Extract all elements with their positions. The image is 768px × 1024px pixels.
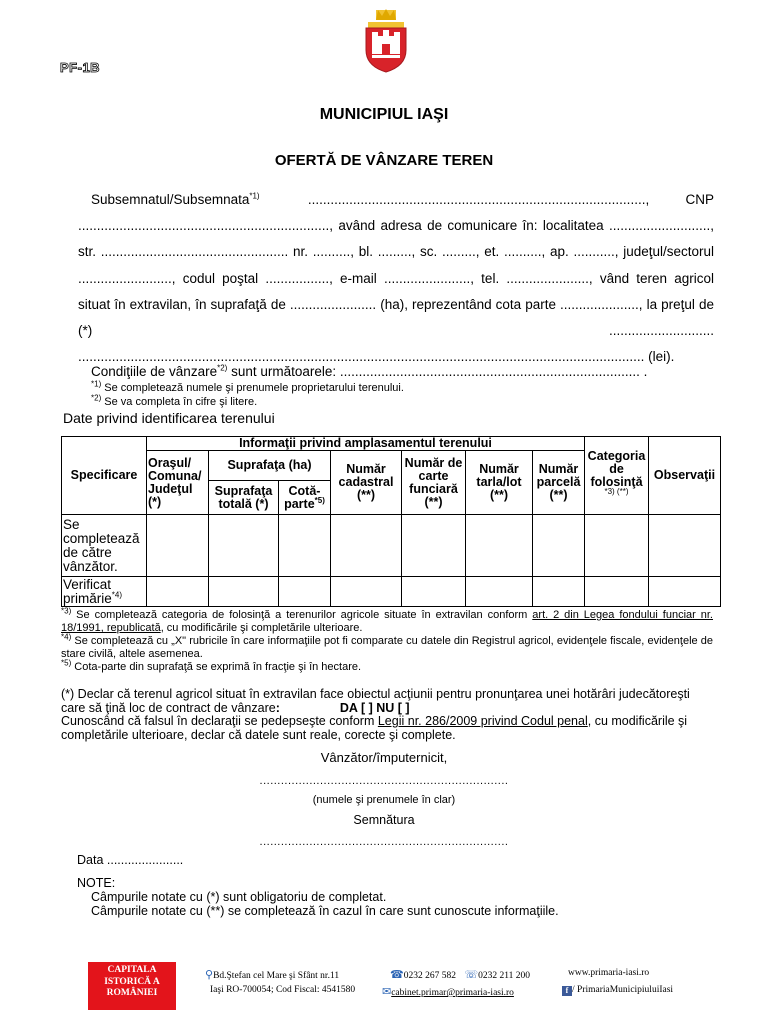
capital-badge xyxy=(88,962,176,1010)
declaration-court xyxy=(61,688,713,715)
facebook-link[interactable]: / PrimariaMunicipiuluiIasi xyxy=(572,985,674,995)
note-3 xyxy=(61,606,713,635)
notes-section xyxy=(77,876,559,918)
address-line-1: Bd.Ştefan cel Mare şi Sfânt nr.11 xyxy=(213,971,340,981)
email-icon: ✉ xyxy=(382,986,392,998)
table-cell[interactable] xyxy=(279,515,331,577)
note-3-ref: *3) xyxy=(61,606,72,616)
col-plot: Număr tarla/lot (**) xyxy=(466,451,533,515)
note-5 xyxy=(61,658,713,674)
declaration-false xyxy=(61,715,713,742)
col-group-location: Informaţii privind amplasamentul terenului xyxy=(147,437,585,451)
table-row xyxy=(62,515,721,577)
footer-address xyxy=(205,968,339,981)
facebook-icon: f xyxy=(562,986,572,996)
note-3-text: Se completează categoria de folosinţă a terenurilor agricole situate în extravilan conform xyxy=(71,609,533,621)
website-link[interactable]: www.primaria-iasi.ro xyxy=(568,968,650,978)
declaration xyxy=(61,688,713,742)
seller-name-field[interactable]: .........................................................................................., xyxy=(307,192,650,207)
email-link[interactable]: cabinet.primar@primaria-iasi.ro xyxy=(391,988,514,998)
fax-icon: ☏ xyxy=(464,969,479,981)
col-category-ref: *3) (**) xyxy=(604,486,629,496)
row-seller-label: Se completează de către vânzător. xyxy=(62,515,147,577)
table-cell[interactable] xyxy=(466,515,533,577)
note-ref-1: *1) xyxy=(249,191,260,201)
col-parcel: Număr parcelă (**) xyxy=(533,451,585,515)
table-heading: Date privind identificarea terenului xyxy=(63,410,275,426)
address-line-2: Iaşi RO-700054; Cod Fiscal: 4541580 xyxy=(210,985,356,995)
seller-paragraph xyxy=(78,187,714,370)
row-verified-ref: *4) xyxy=(111,590,122,599)
footnote-2 xyxy=(91,393,258,408)
table-cell[interactable] xyxy=(147,515,209,577)
row-verified-text: Verificat primărie xyxy=(63,576,112,606)
col-total-area: Suprafaţa totală (*) xyxy=(209,481,279,515)
table-cell[interactable] xyxy=(585,577,649,607)
footnote-2-text: Se va completa în cifre şi litere. xyxy=(101,396,258,408)
sale-conditions-label: Condiţiile de vânzare xyxy=(91,364,218,379)
law-18-1991-link[interactable]: art. 2 din Legea fondului funciar nr. 18/1991, republicată xyxy=(61,609,713,634)
table-cell[interactable] xyxy=(331,515,402,577)
table-notes xyxy=(61,606,713,674)
name-caption: (numele şi prenumele în clar) xyxy=(312,794,456,806)
badge-line-3: ROMÂNIEI xyxy=(106,988,158,998)
table-cell[interactable] xyxy=(649,577,721,607)
note-4-ref: *4) xyxy=(61,632,72,642)
declaration-false-text: Cunoscând că falsul în declaraţii se pedepseşte conform xyxy=(61,714,378,728)
col-city: Oraşul/ Comuna/ Judeţul (*) xyxy=(147,451,209,515)
col-category-label: Categoria de folosinţă xyxy=(587,448,646,489)
row-verified-label xyxy=(62,577,147,607)
footnote-2-ref: *2) xyxy=(91,393,102,403)
table-cell[interactable] xyxy=(466,577,533,607)
col-share xyxy=(279,481,331,515)
col-observations: Observaţii xyxy=(649,437,721,515)
col-category xyxy=(585,437,649,515)
note-5-ref: *5) xyxy=(61,658,72,668)
phone-1: 0232 267 582 xyxy=(403,971,456,981)
seller-details-text: CNP ..................................................................., având adresa de comunicare în: localitatea ..........................., str. .................................................. nr. .........., bl. ........., sc. ........., et. .........., ap. ..........., judeţul/sectorul ........................., codul poştal ................., e-mail ......................., tel. ......................, vând teren agricol situat în extravilan, în suprafaţă de ....................... (ha), reprezentând cota parte ....................., la preţul de (*) ............................ ....................................................................................................................................................... (lei). xyxy=(78,192,714,365)
signature-field[interactable]: ...................................................................... xyxy=(259,836,509,848)
name-field[interactable]: ...................................................................... xyxy=(259,775,509,787)
land-identification-table xyxy=(61,436,721,607)
note-3-text-end: , cu modificările şi completările ulterioare. xyxy=(160,622,363,634)
footer-email xyxy=(382,985,514,998)
table-cell[interactable] xyxy=(585,515,649,577)
table-cell[interactable] xyxy=(279,577,331,607)
note-4-text: Se completează cu „X" rubricile în care informaţiile pot fi comparate cu datele din Registrul agricol, evidenţele fiscale, evidenţele de stare civilă, altele asemenea. xyxy=(61,635,713,660)
table-cell[interactable] xyxy=(209,577,279,607)
table-cell[interactable] xyxy=(533,515,585,577)
sale-conditions-field[interactable]: sunt următoarele: ................................................................................ . xyxy=(227,364,648,379)
declaration-court-text: (*) Declar că terenul agricol situat în extravilan face obiectul acţiunii pentru pronunţarea unei hotărâri judecătoreşti care să ţină loc de contract de vânzare xyxy=(61,687,690,715)
footnote-1 xyxy=(91,379,404,394)
footnote-1-text: Se completează numele şi prenumele proprietarului terenului. xyxy=(101,382,404,394)
table-cell[interactable] xyxy=(209,515,279,577)
badge-line-1: CAPITALA xyxy=(107,965,157,975)
phone-icon: ☎ xyxy=(390,969,404,981)
note-required: Câmpurile notate cu (*) sunt obligatoriu de completat. xyxy=(91,890,387,904)
signature-label: Semnătura xyxy=(353,813,415,827)
table-cell[interactable] xyxy=(649,515,721,577)
note-ref-2: *2) xyxy=(217,363,228,373)
col-share-ref: *5) xyxy=(314,495,325,505)
col-land-book: Număr de carte funciară (**) xyxy=(402,451,466,515)
col-area: Suprafaţa (ha) xyxy=(209,451,331,481)
city-crest-icon xyxy=(364,8,408,74)
date-field[interactable]: Data ...................... xyxy=(77,853,184,867)
declaration-colon: : xyxy=(275,700,280,715)
notes-title: NOTE: xyxy=(77,876,116,890)
form-code: PF-1B xyxy=(60,60,101,75)
table-row xyxy=(62,577,721,607)
col-specificare: Specificare xyxy=(62,437,147,515)
table-cell[interactable] xyxy=(533,577,585,607)
seller-signature-title: Vânzător/împuternicit, xyxy=(320,750,448,765)
seller-label: Subsemnatul/Subsemnata xyxy=(91,192,250,207)
document-title: OFERTĂ DE VÂNZARE TEREN xyxy=(274,152,494,169)
yes-no-checkbox[interactable]: DA [ ] NU [ ] xyxy=(339,700,410,715)
sale-conditions-line xyxy=(91,364,647,379)
phone-2: 0232 211 200 xyxy=(478,971,530,981)
law-286-2009-link[interactable]: Legii nr. 286/2009 privind Codul penal xyxy=(377,714,588,728)
location-icon: ⚲ xyxy=(205,969,214,981)
footer-phones xyxy=(390,968,530,981)
table-cell[interactable] xyxy=(331,577,402,607)
table-cell[interactable] xyxy=(147,577,209,607)
declaration-false-text-end: , cu modificările şi completările ulterioare, declar că datele sunt reale, corecte şi complete. xyxy=(61,714,688,742)
col-cadastral: Număr cadastral (**) xyxy=(331,451,402,515)
table-cell[interactable] xyxy=(402,515,466,577)
note-5-text: Cota-parte din suprafaţă se exprimă în fracţie şi în hectare. xyxy=(71,661,362,673)
note-4 xyxy=(61,632,713,661)
page-title: MUNICIPIUL IAŞI xyxy=(319,106,449,123)
badge-line-2: ISTORICĂ A xyxy=(104,976,160,987)
footnote-1-ref: *1) xyxy=(91,379,102,389)
col-share-label: Cotă-parte xyxy=(284,483,321,511)
footer-facebook xyxy=(562,985,673,996)
note-optional: Câmpurile notate cu (**) se completează în cazul în care sunt cunoscute informaţiile. xyxy=(91,904,559,918)
table-cell[interactable] xyxy=(402,577,466,607)
